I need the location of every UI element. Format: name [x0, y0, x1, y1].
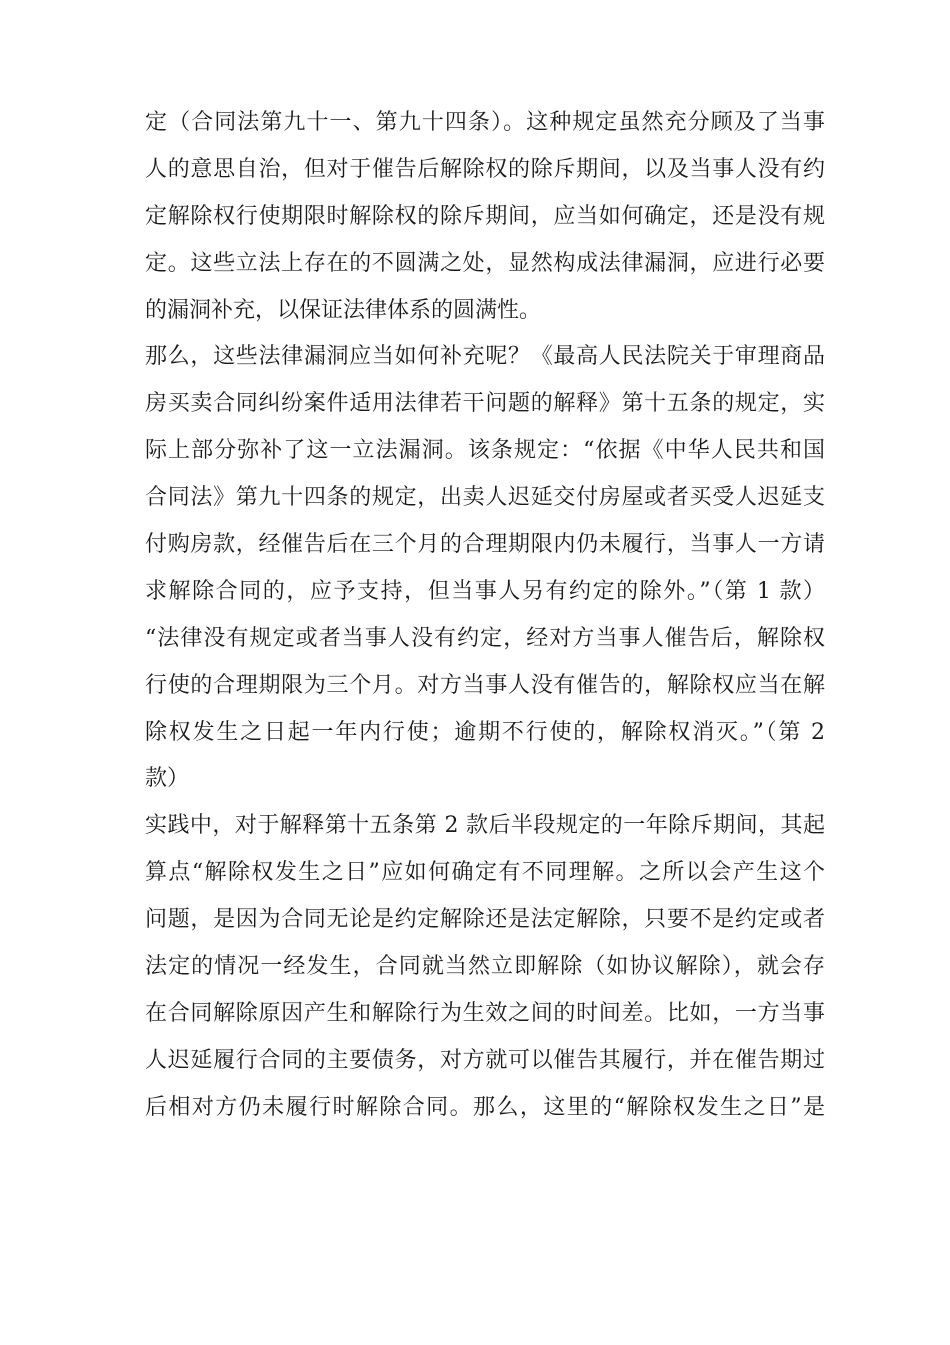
text-line: 算点“解除权发生之日”应如何确定有不同理解。之所以会产生这个 — [145, 860, 825, 886]
text-line: 人迟延履行合同的主要债务，对方就可以催告其履行，并在催告期过 — [145, 1047, 825, 1073]
text-line: 定（合同法第九十一、第九十四条）。这种规定虽然充分顾及了当事 — [145, 110, 825, 135]
text-line: 人的意思自治，但对于催告后解除权的除斥期间，以及当事人没有约 — [145, 156, 825, 182]
text-line: 实践中，对于解释第十五条第 2 款后半段规定的一年除斥期间，其起 — [145, 813, 825, 839]
text-line: 问题，是因为合同无论是约定解除还是法定解除，只要不是约定或者 — [145, 907, 825, 933]
text-line: 行使的合理期限为三个月。对方当事人没有催告的，解除权应当在解 — [145, 672, 825, 698]
paragraph — [145, 803, 825, 1131]
paragraph — [145, 334, 825, 803]
text-line: 际上部分弥补了这一立法漏洞。该条规定：“依据《中华人民共和国 — [145, 438, 825, 464]
text-line: 的漏洞补充，以保证法律体系的圆满性。 — [145, 297, 542, 323]
text-line: 定解除权行使期限时解除权的除斥期间，应当如何确定，还是没有规 — [145, 203, 825, 229]
text-line: 那么，这些法律漏洞应当如何补充呢？《最高人民法院关于审理商品 — [145, 344, 825, 370]
text-line: 除权发生之日起一年内行使；逾期不行使的，解除权消灭。”（第 2 — [145, 719, 825, 745]
text-line: 房买卖合同纠纷案件适用法律若干问题的解释》第十五条的规定，实 — [145, 391, 825, 417]
text-line: 在合同解除原因产生和解除行为生效之间的时间差。比如，一方当事 — [145, 1000, 825, 1026]
text-line: 合同法》第九十四条的规定，出卖人迟延交付房屋或者买受人迟延支 — [145, 485, 825, 511]
text-line: “法律没有规定或者当事人没有约定，经对方当事人催告后，解除权 — [145, 625, 825, 651]
text-line: 款） — [145, 766, 190, 792]
text-line: 付购房款，经催告后在三个月的合理期限内仍未履行，当事人一方请 — [145, 532, 825, 558]
text-line: 定。这些立法上存在的不圆满之处，显然构成法律漏洞，应进行必要 — [145, 250, 825, 276]
text-line: 后相对方仍未履行时解除合同。那么，这里的“解除权发生之日”是 — [145, 1094, 825, 1120]
paragraph — [145, 100, 825, 334]
text-line: 求解除合同的，应予支持，但当事人另有约定的除外。”（第 1 款） — [145, 578, 825, 604]
document-body — [145, 100, 825, 1132]
text-line: 法定的情况一经发生，合同就当然立即解除（如协议解除），就会存 — [145, 954, 825, 980]
